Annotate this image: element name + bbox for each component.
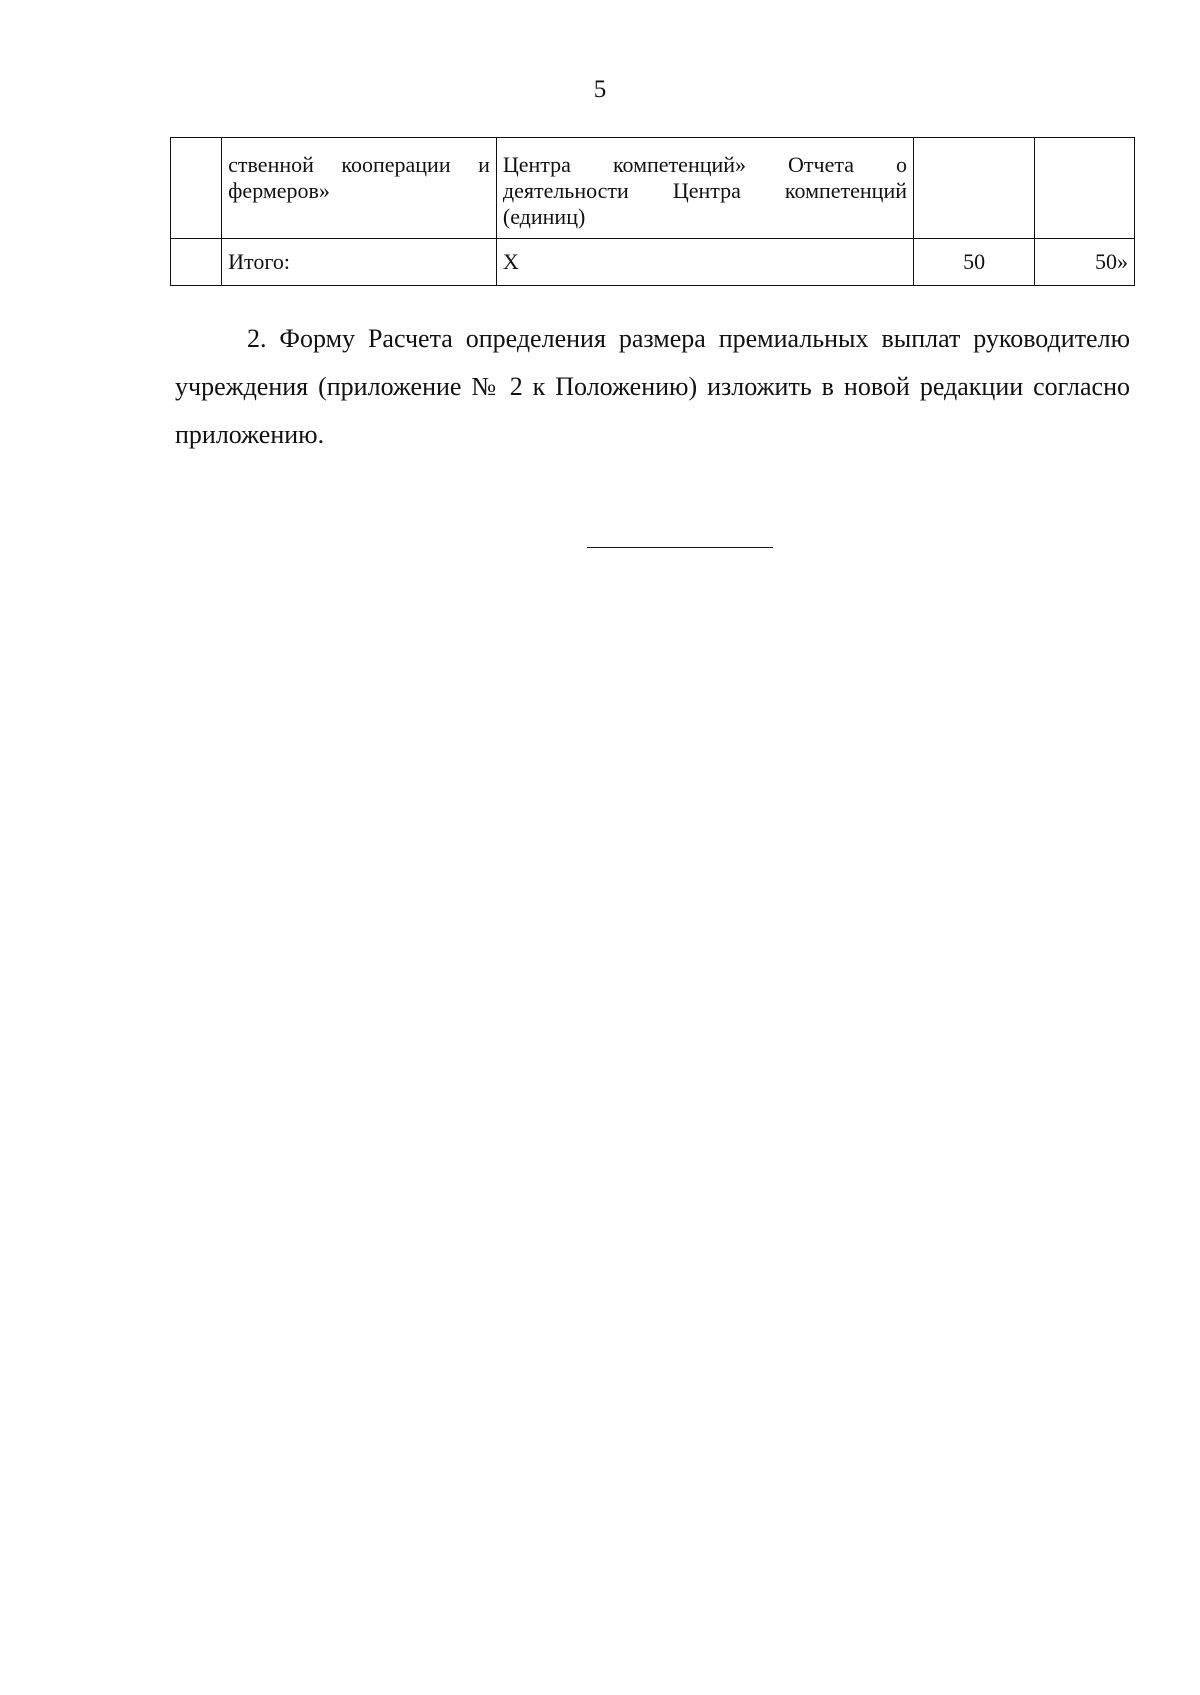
total-max-cell: 50 [914,239,1035,286]
table-row [171,138,1135,239]
indicators-table [170,137,1135,286]
total-source-cell: Х [496,239,913,286]
total-weight-cell: 50» [1035,239,1135,286]
amendment-paragraph: 2. Форму Расчета определения размера премиальных выплат руководителю учреждения (приложение № 2 к Положению) изложить в новой редакции согласно приложению. [175,324,1130,449]
indicator-name-cell: ственной кооперации и фермеров» [222,138,497,239]
closing-rule-divider [587,547,773,548]
page-number: 5 [593,76,607,103]
indicator-source-cell: Центра компетенций» Отчета о деятельности Центра компетенций (единиц) [496,138,913,239]
row-number-cell [171,239,222,286]
row-number-cell [171,138,222,239]
weight-cell [1035,138,1135,239]
total-label-cell: Итого: [222,239,497,286]
max-value-cell [914,138,1035,239]
table-row-total [171,239,1135,286]
